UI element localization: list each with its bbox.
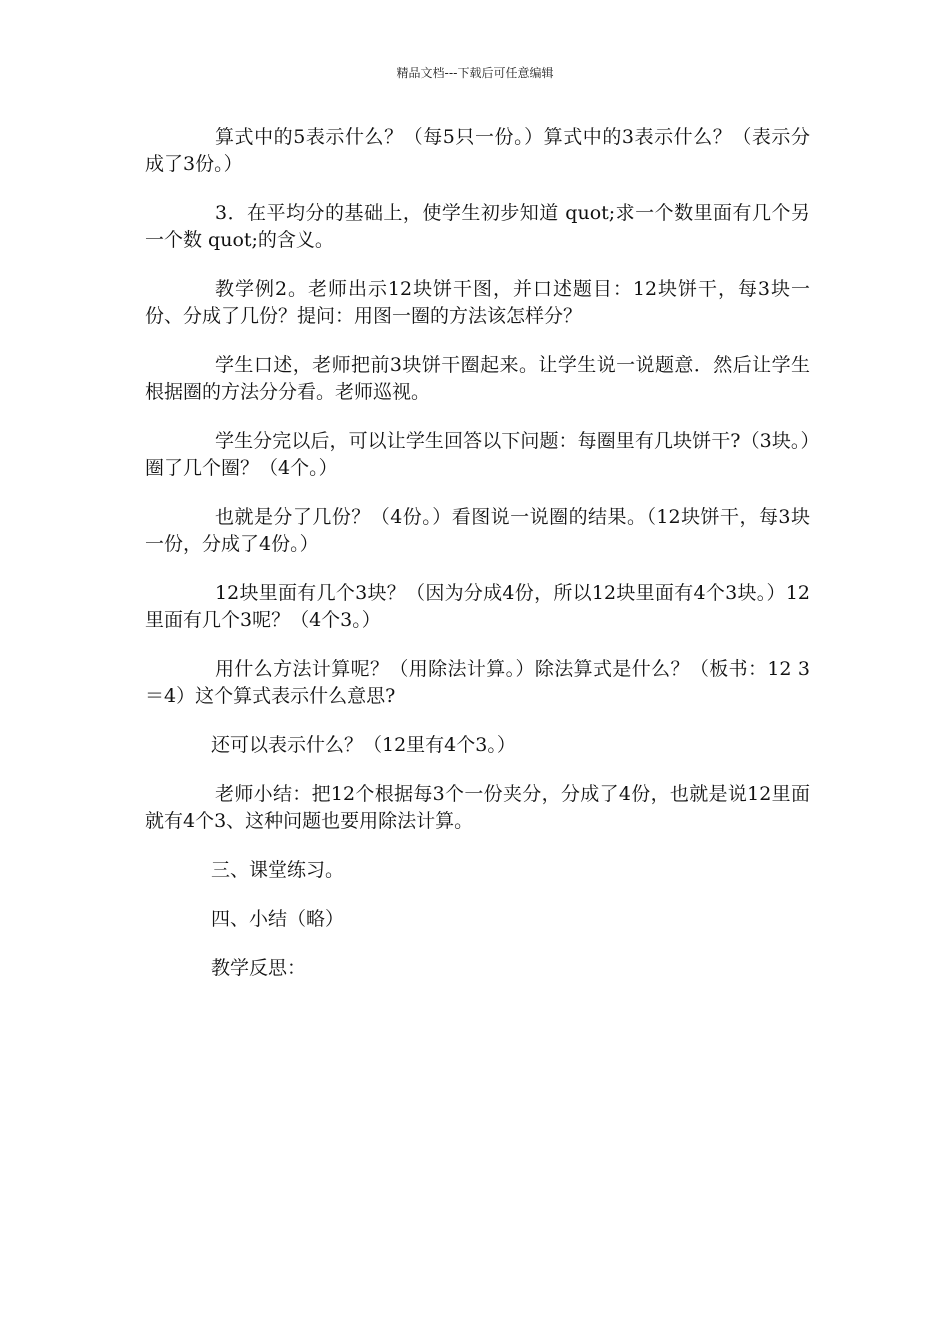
paragraph-3: 教学例2。老师出示12块饼干图，并口述题目：12块饼干，每3块一份、分成了几份？提问：用图一圈的方法该怎样分？ — [145, 278, 810, 327]
document-body — [145, 124, 810, 1004]
paragraph-4: 学生口述，老师把前3块饼干圈起来。让学生说一说题意．然后让学生根据圈的方法分分看。老师巡视。 — [145, 354, 810, 403]
paragraph-1: 算式中的5表示什么？（每5只一份。）算式中的3表示什么？（表示分成了3份。） — [145, 126, 810, 175]
page-header: 精品文档---下载后可任意编辑 — [396, 66, 554, 80]
section-heading-summary: 四、小结（略） — [211, 908, 345, 930]
paragraph-8: 用什么方法计算呢？（用除法计算。）除法算式是什么？（板书：12 3＝4）这个算式表示什么意思? — [145, 658, 810, 707]
section-heading-practice: 三、课堂练习。 — [211, 859, 345, 881]
paragraph-5: 学生分完以后，可以让学生回答以下问题：每圈里有几块饼干?（3块。）圈了几个圈？（4个。） — [145, 430, 810, 479]
paragraph-2: 3．在平均分的基础上，使学生初步知道 quot;求一个数里面有几个另一个数 quot;的含义。 — [145, 202, 810, 251]
paragraph-10: 老师小结：把12个根据每3个一份夹分，分成了4份，也就是说12里面就有4个3、这种问题也要用除法计算。 — [145, 783, 810, 832]
paragraph-9: 还可以表示什么？（12里有4个3。） — [211, 734, 516, 756]
section-heading-reflection: 教学反思： — [211, 957, 307, 979]
paragraph-7: 12块里面有几个3块？（因为分成4份，所以12块里面有4个3块。）12里面有几个3呢？（4个3。） — [145, 582, 810, 631]
paragraph-6: 也就是分了几份？（4份。）看图说一说圈的结果。（12块饼干，每3块一份，分成了4份。） — [145, 506, 810, 555]
